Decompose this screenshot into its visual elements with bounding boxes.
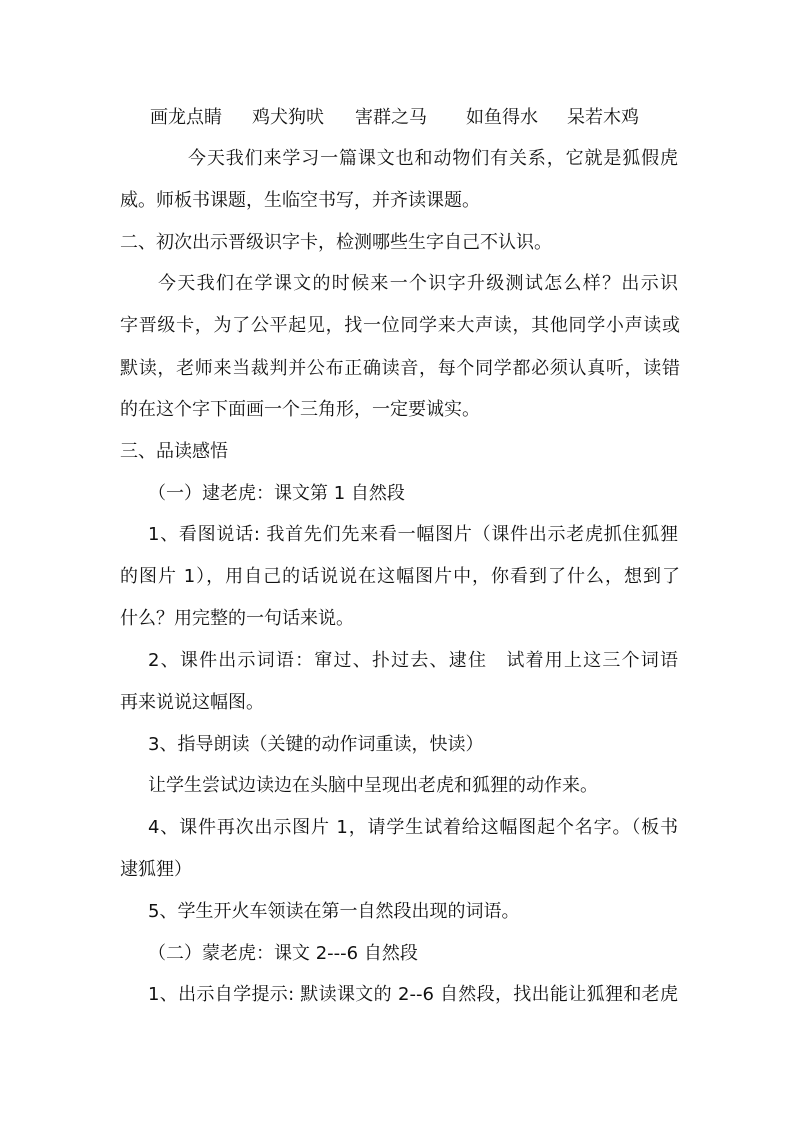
idiom-item: 画龙点睛 (150, 107, 222, 128)
idiom-item: 呆若木鸡 (567, 107, 639, 128)
idiom-item: 如鱼得水 (466, 107, 538, 128)
paragraph-line: 2、课件出示词语：窜过、扑过去、逮住 试着用上这三个词语 (148, 650, 678, 671)
paragraph-line: 什么？用完整的一句话来说。 (120, 608, 354, 629)
paragraph-line: 的图片 1），用自己的话说说在这幅图片中，你看到了什么，想到了 (120, 566, 680, 587)
paragraph-line: 再来说说这幅图。 (120, 692, 264, 713)
paragraph-line: 让学生尝试边读边在头脑中呈现出老虎和狐狸的动作来。 (148, 775, 598, 796)
paragraph-line: 1、看图说话: 我首先们先来看一幅图片（课件出示老虎抓住狐狸 (148, 524, 678, 545)
subsection-heading: （二）蒙老虎：课文 2---6 自然段 (148, 943, 418, 964)
paragraph-line: 字晋级卡，为了公平起见，找一位同学来大声读，其他同学小声读或 (120, 315, 680, 336)
paragraph-line: 逮狐狸） (120, 859, 192, 880)
idiom-list (150, 104, 657, 132)
section-heading: 三、品读感悟 (120, 441, 228, 462)
paragraph-line: 默读，老师来当裁判并公布正确读音，每个同学都必须认真听，读错 (120, 358, 680, 379)
idiom-item: 鸡犬狗吠 (252, 107, 324, 128)
section-heading: 二、初次出示晋级识字卡，检测哪些生字自己不认识。 (120, 232, 552, 253)
subsection-heading: （一）逮老虎：课文第 1 自然段 (148, 483, 405, 504)
paragraph-line: 4、课件再次出示图片 1，请学生试着给这幅图起个名字。（板书 (148, 817, 678, 838)
paragraph-line: 1、出示自学提示: 默读课文的 2--6 自然段，找出能让狐狸和老虎 (148, 984, 678, 1005)
paragraph-line: 今天我们在学课文的时候来一个识字升级测试怎么样？出示识 (158, 273, 678, 294)
paragraph-line: 威。师板书课题，生临空书写，并齐读课题。 (120, 190, 480, 211)
paragraph-line: 的在这个字下面画一个三角形，一定要诚实。 (120, 399, 480, 420)
paragraph-line: 5、学生开火车领读在第一自然段出现的词语。 (148, 901, 520, 922)
idiom-item: 害群之马 (355, 107, 427, 128)
paragraph-line: 今天我们来学习一篇课文也和动物们有关系，它就是狐假虎 (188, 148, 678, 169)
paragraph-line: 3、指导朗读（关键的动作词重读，快读） (148, 734, 484, 755)
